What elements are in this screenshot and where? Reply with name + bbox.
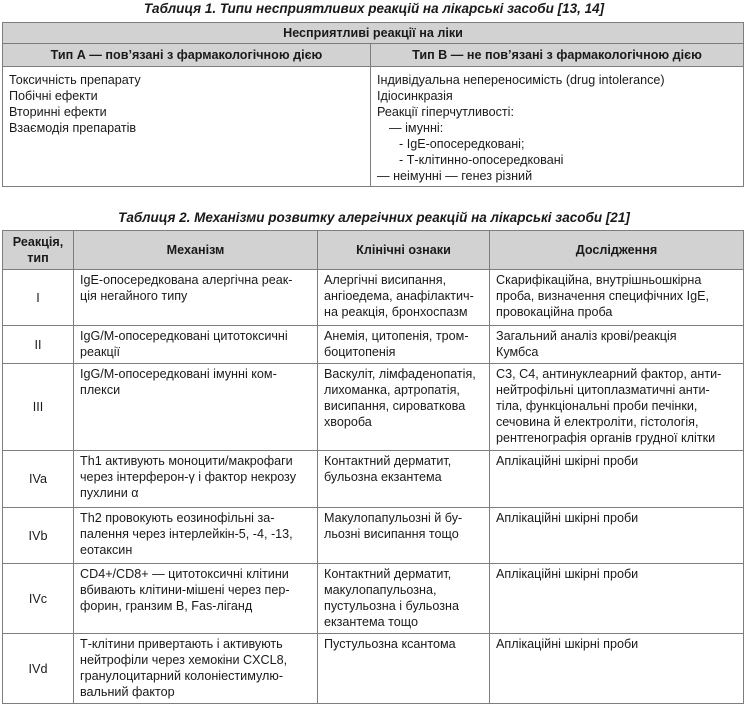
mechanism-line: Th2 провокують еозинофільні за- — [80, 511, 275, 525]
clinical-line: лихоманка, артропатія, — [324, 383, 460, 397]
table2 — [2, 230, 744, 704]
research-line: Аплікаційні шкірні проби — [496, 454, 639, 468]
mechanism-line: реакції — [80, 345, 121, 359]
clinical-cell — [318, 326, 490, 364]
col-header-clinical: Клінічні ознаки — [318, 231, 490, 270]
clinical-cell — [318, 508, 490, 564]
table1-caption: Таблиця 1. Типи несприятливих реакцій на лікарські засоби [13, 14] — [143, 1, 605, 16]
col-header-type-line: Реакція, — [12, 235, 64, 249]
mechanism-line: палення через інтерлейкін-5, -4, -13, — [80, 527, 293, 541]
clinical-line: Макулопапульозні й бу- — [324, 511, 463, 525]
research-cell — [490, 451, 744, 508]
mechanism-cell — [74, 270, 318, 326]
type-a-item: Взаємодія препаратів — [9, 121, 137, 135]
clinical-line: Алергічні висипання, — [324, 273, 447, 287]
research-line: Загальний аналіз крові/реакція — [496, 329, 677, 343]
table1-col-type-a: Тип А — пов’язані з фармакологічною дією — [3, 44, 371, 67]
research-line: С3, С4, антинуклеарний фактор, анти- — [496, 367, 722, 381]
table1-header: Несприятливі реакції на ліки — [3, 23, 744, 44]
col-header-research: Дослідження — [490, 231, 744, 270]
mechanism-cell — [74, 634, 318, 704]
clinical-line: льозні висипання тощо — [324, 527, 459, 541]
research-line: нейтрофільні цитоплазматичні анти- — [496, 383, 710, 397]
clinical-line: Пустульозна ксантома — [324, 637, 456, 651]
mechanism-line: форин, гранзим В, Fas-ліганд — [80, 599, 253, 613]
mechanism-line: еотаксин — [80, 543, 133, 557]
col-header-type — [3, 231, 74, 270]
research-line: Скарифікаційна, внутрішньошкірна — [496, 273, 702, 287]
mechanism-line: IgG/M-опосередковані імунні ком- — [80, 367, 277, 381]
mechanism-line: ція негайного типу — [80, 289, 188, 303]
research-cell — [490, 508, 744, 564]
research-line: рентгенографія органів грудної клітки — [496, 431, 716, 445]
clinical-line: екзантема тощо — [324, 615, 419, 629]
table-row — [3, 364, 744, 451]
mechanism-line: IgE-опосередкована алергічна реак- — [80, 273, 293, 287]
reaction-type: IVd — [3, 634, 74, 704]
type-a-cell — [3, 67, 371, 187]
mechanism-line: IgG/M-опосередковані цитотоксичні — [80, 329, 288, 343]
type-b-item: Індивідуальна непереносимість (drug intolerance) — [377, 73, 665, 87]
type-b-item: - IgE-опосередковані; — [399, 137, 525, 151]
clinical-line: Васкуліт, лімфаденопатія, — [324, 367, 476, 381]
table1-col-type-b: Тип В — не пов’язані з фармакологічною дією — [371, 44, 744, 67]
research-line: Аплікаційні шкірні проби — [496, 567, 639, 581]
clinical-line: висипання, сироваткова — [324, 399, 466, 413]
clinical-cell — [318, 270, 490, 326]
type-b-item: Реакції гіперчутливості: — [377, 105, 514, 119]
research-cell — [490, 270, 744, 326]
mechanism-cell — [74, 508, 318, 564]
col-header-mechanism: Механізм — [74, 231, 318, 270]
research-line: тіла, функціональні проби печінки, — [496, 399, 698, 413]
research-line: сечовина й електроліти, гістологія, — [496, 415, 699, 429]
mechanism-cell — [74, 326, 318, 364]
clinical-line: на реакція, бронхоспазм — [324, 305, 468, 319]
clinical-line: Анемія, цитопенія, тром- — [324, 329, 469, 343]
clinical-cell — [318, 634, 490, 704]
research-line: Кумбса — [496, 345, 539, 359]
research-cell — [490, 326, 744, 364]
type-b-cell — [371, 67, 744, 187]
research-line: Аплікаційні шкірні проби — [496, 637, 639, 651]
clinical-line: ангіоедема, анафілактич- — [324, 289, 474, 303]
reaction-type: IVb — [3, 508, 74, 564]
research-cell — [490, 564, 744, 634]
mechanism-line: через інтерферон-γ і фактор некрозу — [80, 470, 296, 484]
table-row — [3, 270, 744, 326]
reaction-type: III — [3, 364, 74, 451]
mechanism-line: плекси — [80, 383, 121, 397]
table-row — [3, 634, 744, 704]
research-line: Аплікаційні шкірні проби — [496, 511, 639, 525]
clinical-line: Контактний дерматит, — [324, 454, 452, 468]
table2-caption: Таблиця 2. Механізми розвитку алергічних реакцій на лікарські засоби [21] — [118, 210, 630, 225]
type-b-item: Ідіосинкразія — [377, 89, 453, 103]
mechanism-line: нейтрофіли через хемокіни CXCL8, — [80, 653, 288, 667]
mechanism-line: гранулоцитарний колоніестимулю- — [80, 669, 284, 683]
col-header-type-line: тип — [27, 251, 49, 265]
research-cell — [490, 634, 744, 704]
mechanism-line: пухлини α — [80, 486, 139, 500]
type-b-item: — імунні: — [389, 121, 444, 135]
table-row — [3, 451, 744, 508]
clinical-cell — [318, 364, 490, 451]
mechanism-line: CD4+/CD8+ — цитотоксичні клітини — [80, 567, 289, 581]
clinical-line: бульозна екзантема — [324, 470, 442, 484]
clinical-line: боцитопенія — [324, 345, 396, 359]
mechanism-cell — [74, 564, 318, 634]
mechanism-line: Th1 активують моноцити/макрофаги — [80, 454, 293, 468]
type-b-item: - Т-клітинно-опосередковані — [399, 153, 564, 167]
table-row — [3, 326, 744, 364]
mechanism-line: вбивають клітини-мішені через пер- — [80, 583, 290, 597]
type-a-item: Побічні ефекти — [9, 89, 98, 103]
reaction-type: IVa — [3, 451, 74, 508]
table1 — [2, 22, 744, 187]
clinical-line: Контактний дерматит, — [324, 567, 452, 581]
type-a-item: Вторинні ефекти — [9, 105, 107, 119]
mechanism-cell — [74, 364, 318, 451]
research-line: проба, визначення специфічних IgE, — [496, 289, 710, 303]
clinical-line: хвороба — [324, 415, 372, 429]
research-cell — [490, 364, 744, 451]
clinical-cell — [318, 564, 490, 634]
mechanism-line: вальний фактор — [80, 685, 175, 699]
type-b-item: — неімунні — генез різний — [377, 169, 533, 183]
mechanism-line: Т-клітини привертають і активують — [80, 637, 283, 651]
type-a-item: Токсичність препарату — [9, 73, 141, 87]
table-row — [3, 508, 744, 564]
reaction-type: IVc — [3, 564, 74, 634]
table-row — [3, 564, 744, 634]
mechanism-cell — [74, 451, 318, 508]
reaction-type: I — [3, 270, 74, 326]
reaction-type: II — [3, 326, 74, 364]
research-line: провокаційна проба — [496, 305, 613, 319]
clinical-line: макулопапульозна, — [324, 583, 437, 597]
clinical-cell — [318, 451, 490, 508]
clinical-line: пустульозна і бульозна — [324, 599, 459, 613]
